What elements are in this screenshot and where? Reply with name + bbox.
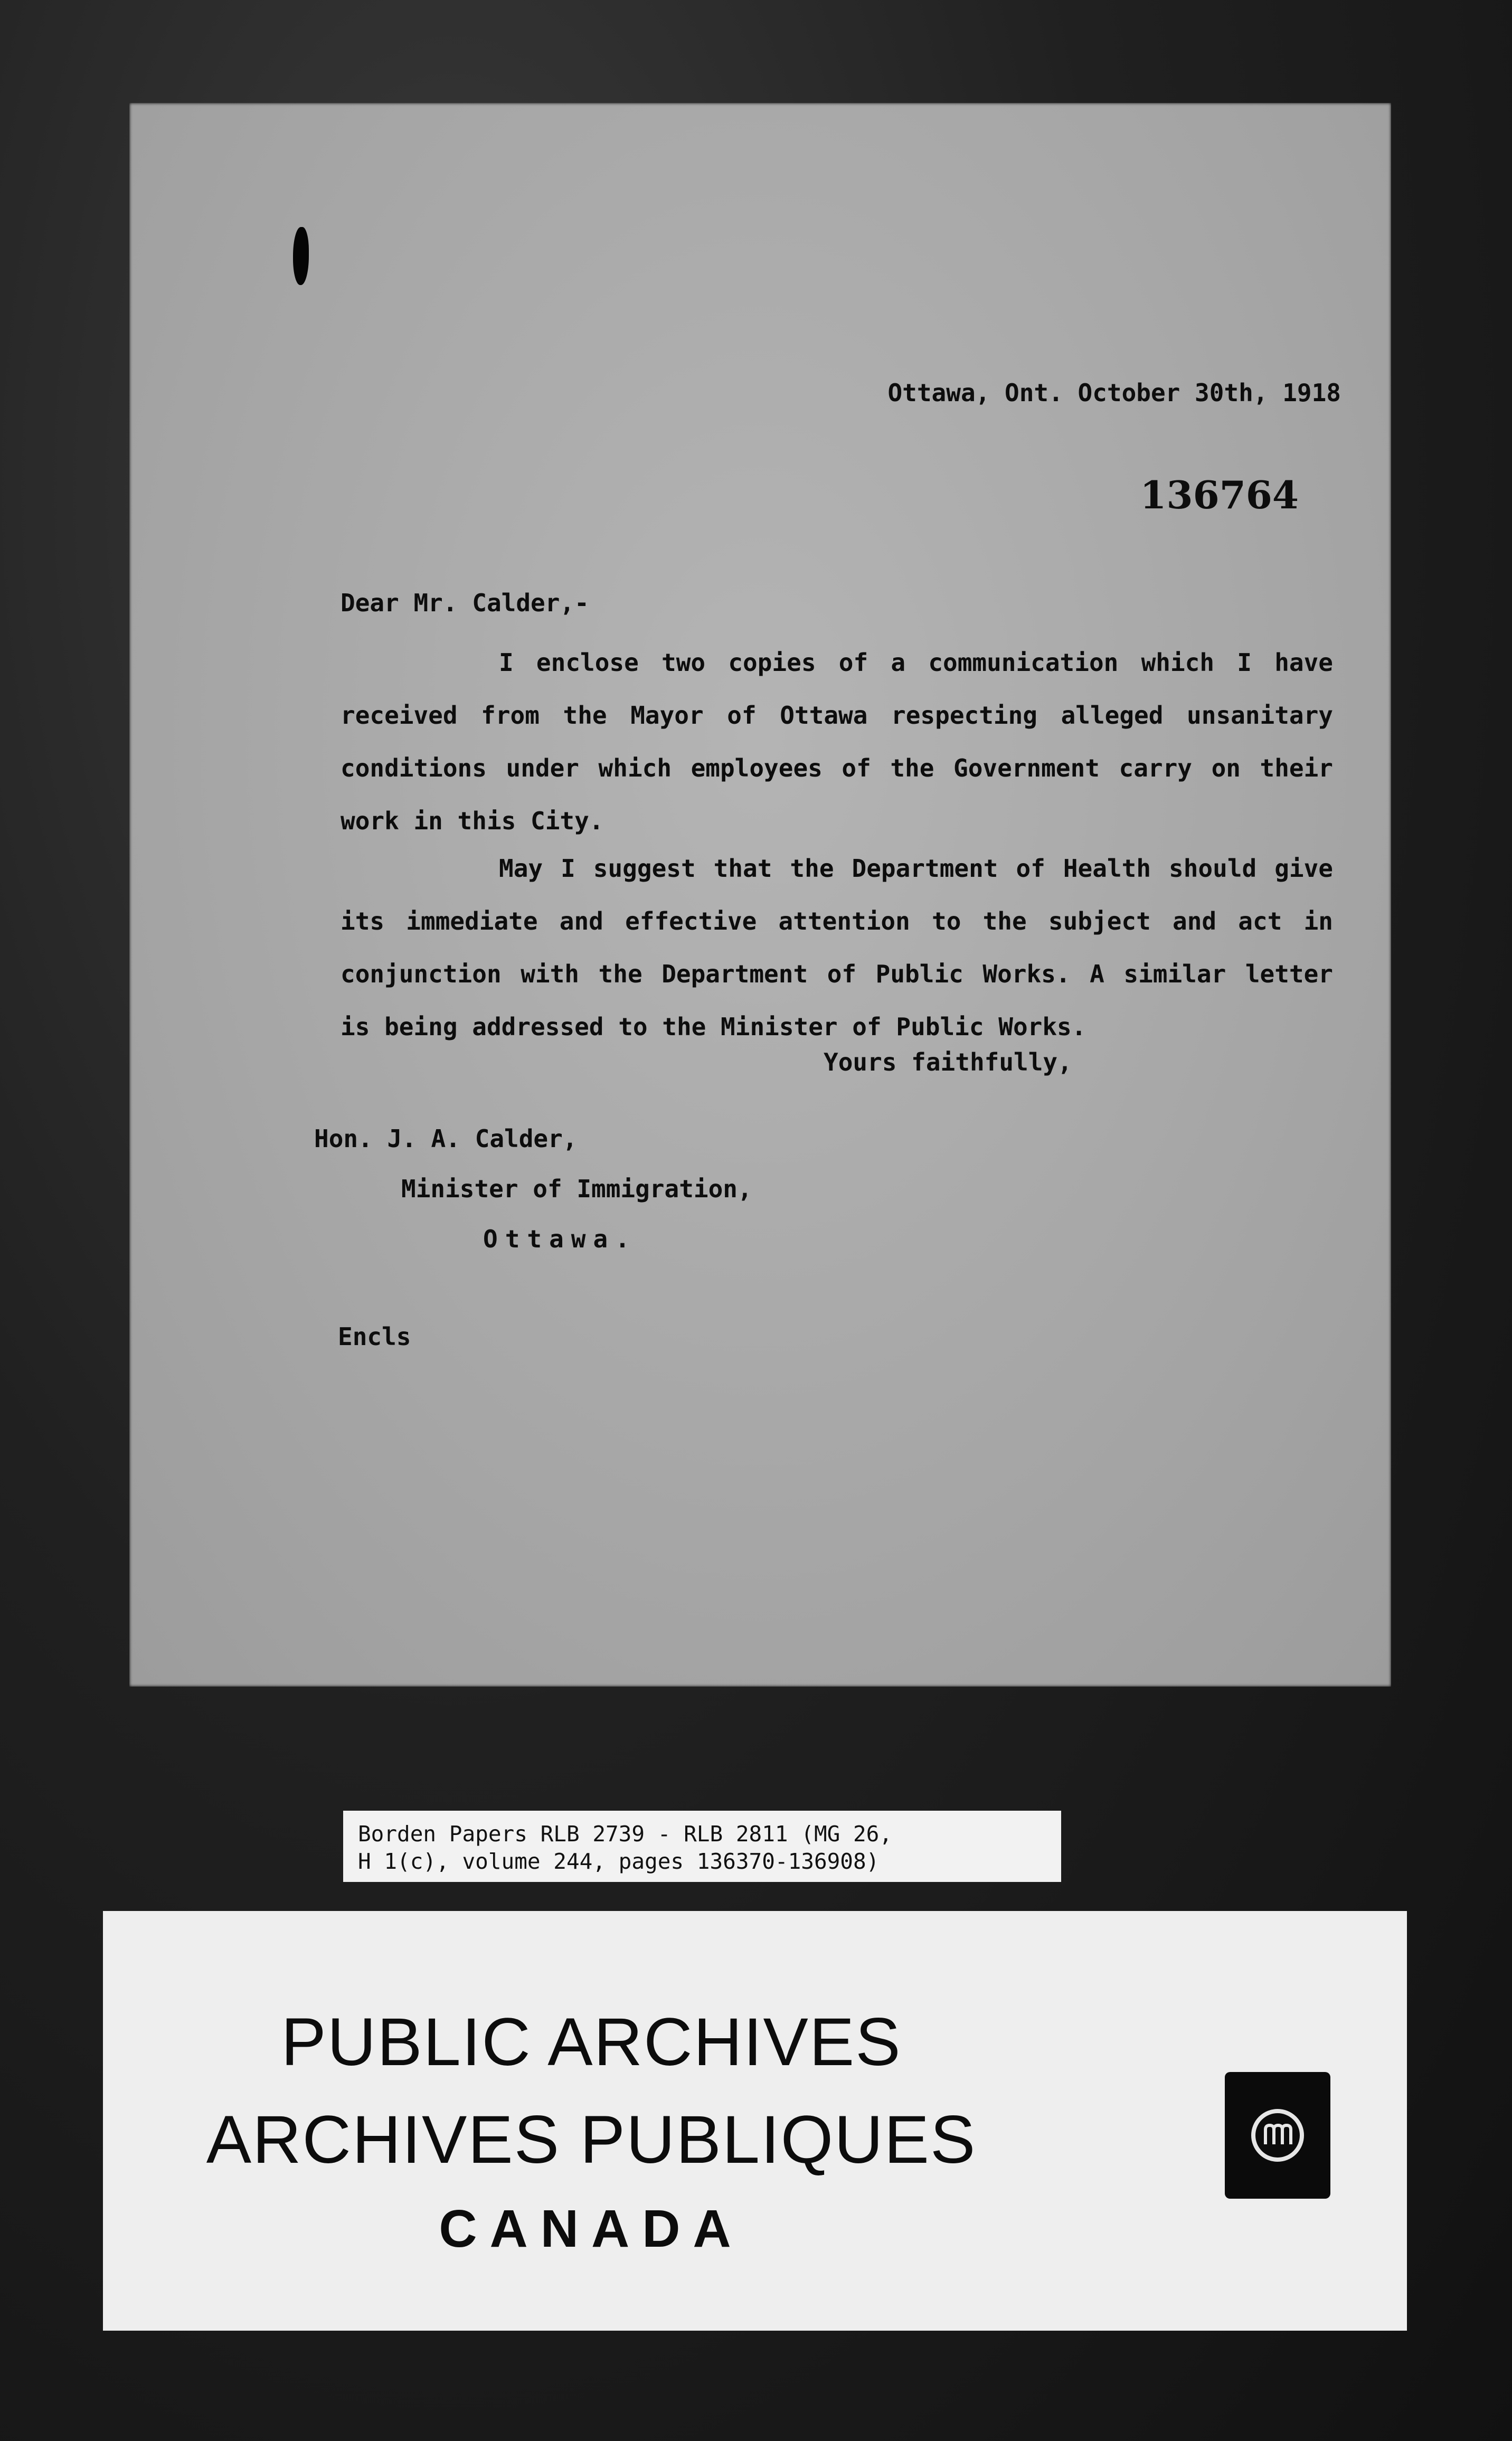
letter: [129, 103, 1391, 1687]
recipient-city: Ottawa.: [483, 1225, 637, 1253]
archive-reference-label: [343, 1811, 1061, 1882]
letter-paragraph-1: I enclose two copies of a communication which I have received from the Mayor of Ottawa respecting alleged unsanitary conditions under which employees of the Government carry on their work in this City.: [341, 648, 1333, 835]
enclosure-note: Encls: [338, 1322, 411, 1351]
closing: Yours faithfully,: [824, 1048, 1072, 1076]
document-number: 136764: [1140, 472, 1299, 517]
letter-paragraph-2: May I suggest that the Department of Health should give its immediate and effective attention to the subject and act in conjunction with the Department of Public Works. A similar letter is being addressed to the Minister of Public Works.: [341, 854, 1333, 1041]
microfilm-logo-glyph: [1249, 2106, 1307, 2164]
salutation: Dear Mr. Calder,-: [341, 589, 589, 617]
archive-card-country: CANADA: [439, 2199, 744, 2258]
archive-card-title: PUBLIC ARCHIVES: [281, 2004, 902, 2080]
recipient-name: Hon. J. A. Calder,: [314, 1124, 578, 1153]
letter-date: Ottawa, Ont. October 30th, 1918: [887, 379, 1341, 407]
archive-card-title-french: ARCHIVES PUBLIQUES: [206, 2102, 977, 2178]
recipient-title: Minister of Immigration,: [401, 1175, 752, 1203]
archive-card: [103, 1911, 1407, 2331]
archive-label-line-2: H 1(c), volume 244, pages 136370-136908): [358, 1849, 880, 1874]
archive-label-line-1: Borden Papers RLB 2739 - RLB 2811 (MG 26,: [358, 1821, 893, 1847]
microfilm-logo-icon: [1225, 2072, 1330, 2199]
